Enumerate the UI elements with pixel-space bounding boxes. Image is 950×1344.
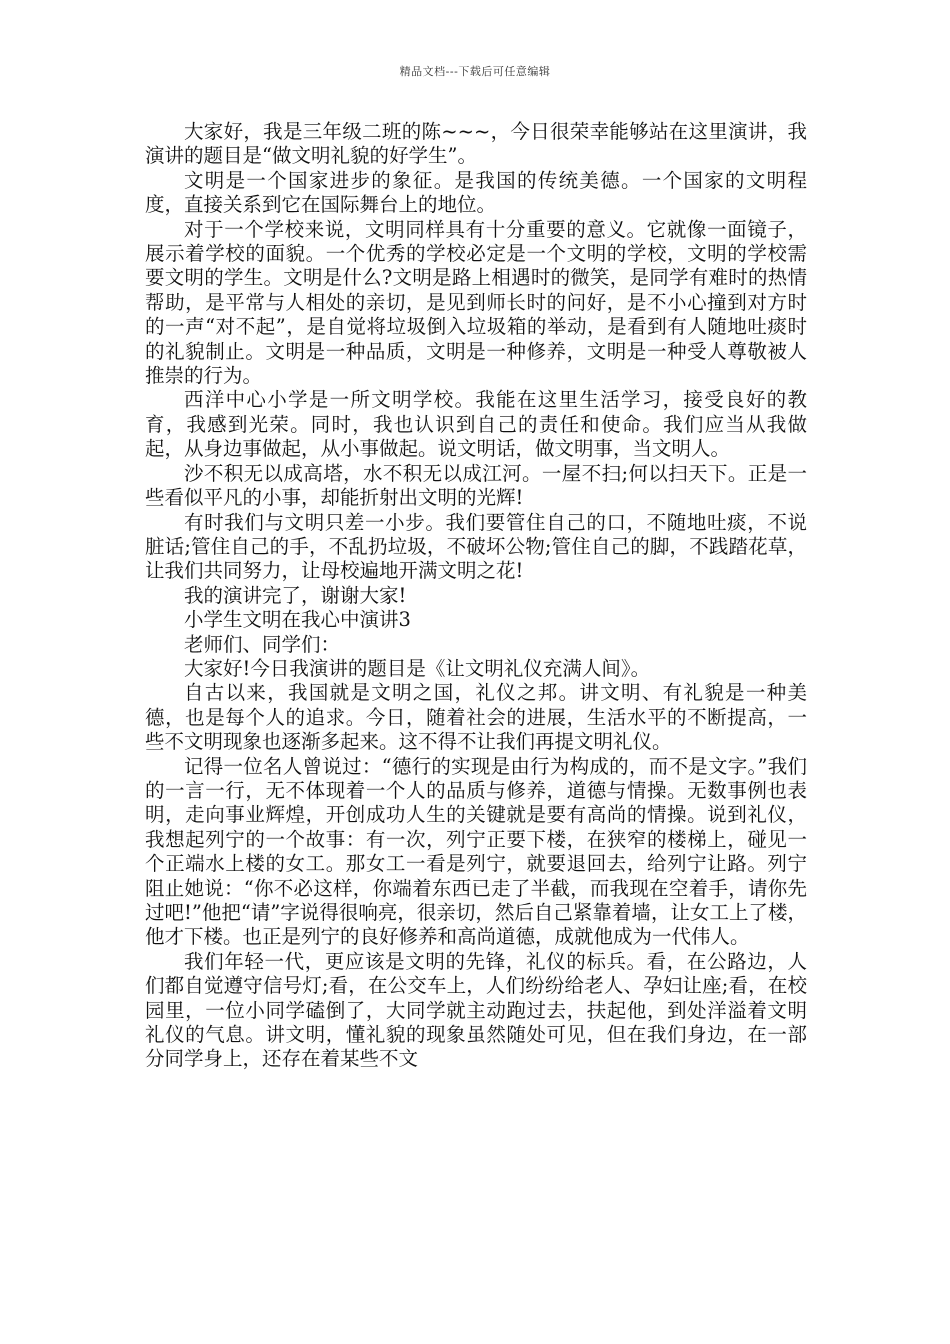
section-title: 小学生文明在我心中演讲3 xyxy=(184,608,411,632)
paragraph-10: 大家好!今日我演讲的题目是《让文明礼仪充满人间》。 xyxy=(184,656,651,680)
paragraph-5: 沙不积无以成高塔，水不积无以成江河。一屋不扫;何以扫天下。正是一些看似平凡的小事，却能折射出文明的光辉! xyxy=(145,461,807,510)
paragraph-6: 有时我们与文明只差一小步。我们要管住自己的口，不随地吐痰，不说脏话;管住自己的手，不乱扔垃圾，不破坏公物;管住自己的脚，不践踏花草，让我们共同努力，让母校遍地开满文明之花! xyxy=(145,510,807,583)
closing-line: 我的演讲完了，谢谢大家! xyxy=(184,583,407,607)
paragraph-2: 文明是一个国家进步的象征。是我国的传统美德。一个国家的文明程度，直接关系到它在国际舞台上的地位。 xyxy=(145,168,807,217)
paragraph-11: 自古以来，我国就是文明之国，礼仪之邦。讲文明、有礼貌是一种美德，也是每个人的追求。今日，随着社会的进展，生活水平的不断提高，一些不文明现象也逐渐多起来。这不得不让我们再提文明礼仪。 xyxy=(145,681,807,754)
page-header: 精品文档---下载后可任意编辑 xyxy=(399,65,551,78)
paragraph-13: 我们年轻一代，更应该是文明的先锋，礼仪的标兵。看，在公路边，人们都自觉遵守信号灯;看，在公交车上，人们纷纷给老人、孕妇让座;看，在校园里，一位小同学磕倒了，大同学就主动跑过去，扶起他，到处洋溢着文明礼仪的气息。讲文明，懂礼貌的现象虽然随处可见，但在我们身边，在一部分同学身上，还存在着某些不文 xyxy=(145,949,807,1071)
paragraph-1: 大家好，我是三年级二班的陈~~~，今日很荣幸能够站在这里演讲，我演讲的题目是“做文明礼貌的好学生”。 xyxy=(145,120,807,168)
paragraph-3: 对于一个学校来说，文明同样具有十分重要的意义。它就像一面镜子，展示着学校的面貌。一个优秀的学校必定是一个文明的学校，文明的学校需要文明的学生。文明是什么?文明是路上相遇时的微笑，是同学有难时的热情帮助，是平常与人相处的亲切，是见到师长时的问好，是不小心撞到对方时的一声“对不起”，是自觉将垃圾倒入垃圾箱的举动，是看到有人随地吐痰时的礼貌制止。文明是一种品质，文明是一种修养，文明是一种受人尊敬被人推崇的行为。 xyxy=(145,217,807,388)
salutation: 老师们、同学们： xyxy=(184,632,341,656)
document-body xyxy=(145,120,807,1072)
paragraph-12: 记得一位名人曾说过：“德行的实现是由行为构成的，而不是文字。”我们的一言一行，无不体现着一个人的品质与修养，道德与情操。无数事例也表明，走向事业辉煌，开创成功人生的关键就是要有高尚的情操。说到礼仪，我想起列宁的一个故事：有一次，列宁正要下楼，在狭窄的楼梯上，碰见一个正端水上楼的女工。那女工一看是列宁，就要退回去，给列宁让路。列宁阻止她说：“你不必这样，你端着东西已走了半截，而我现在空着手，请你先过吧!”他把“请”字说得很响亮，很亲切，然后自己紧靠着墙，让女工上了楼，他才下楼。也正是列宁的良好修养和高尚道德，成就他成为一代伟人。 xyxy=(145,754,807,949)
paragraph-4: 西洋中心小学是一所文明学校。我能在这里生活学习，接受良好的教育，我感到光荣。同时，我也认识到自己的责任和使命。我们应当从我做起，从身边事做起，从小事做起。说文明话，做文明事，当文明人。 xyxy=(145,388,807,461)
